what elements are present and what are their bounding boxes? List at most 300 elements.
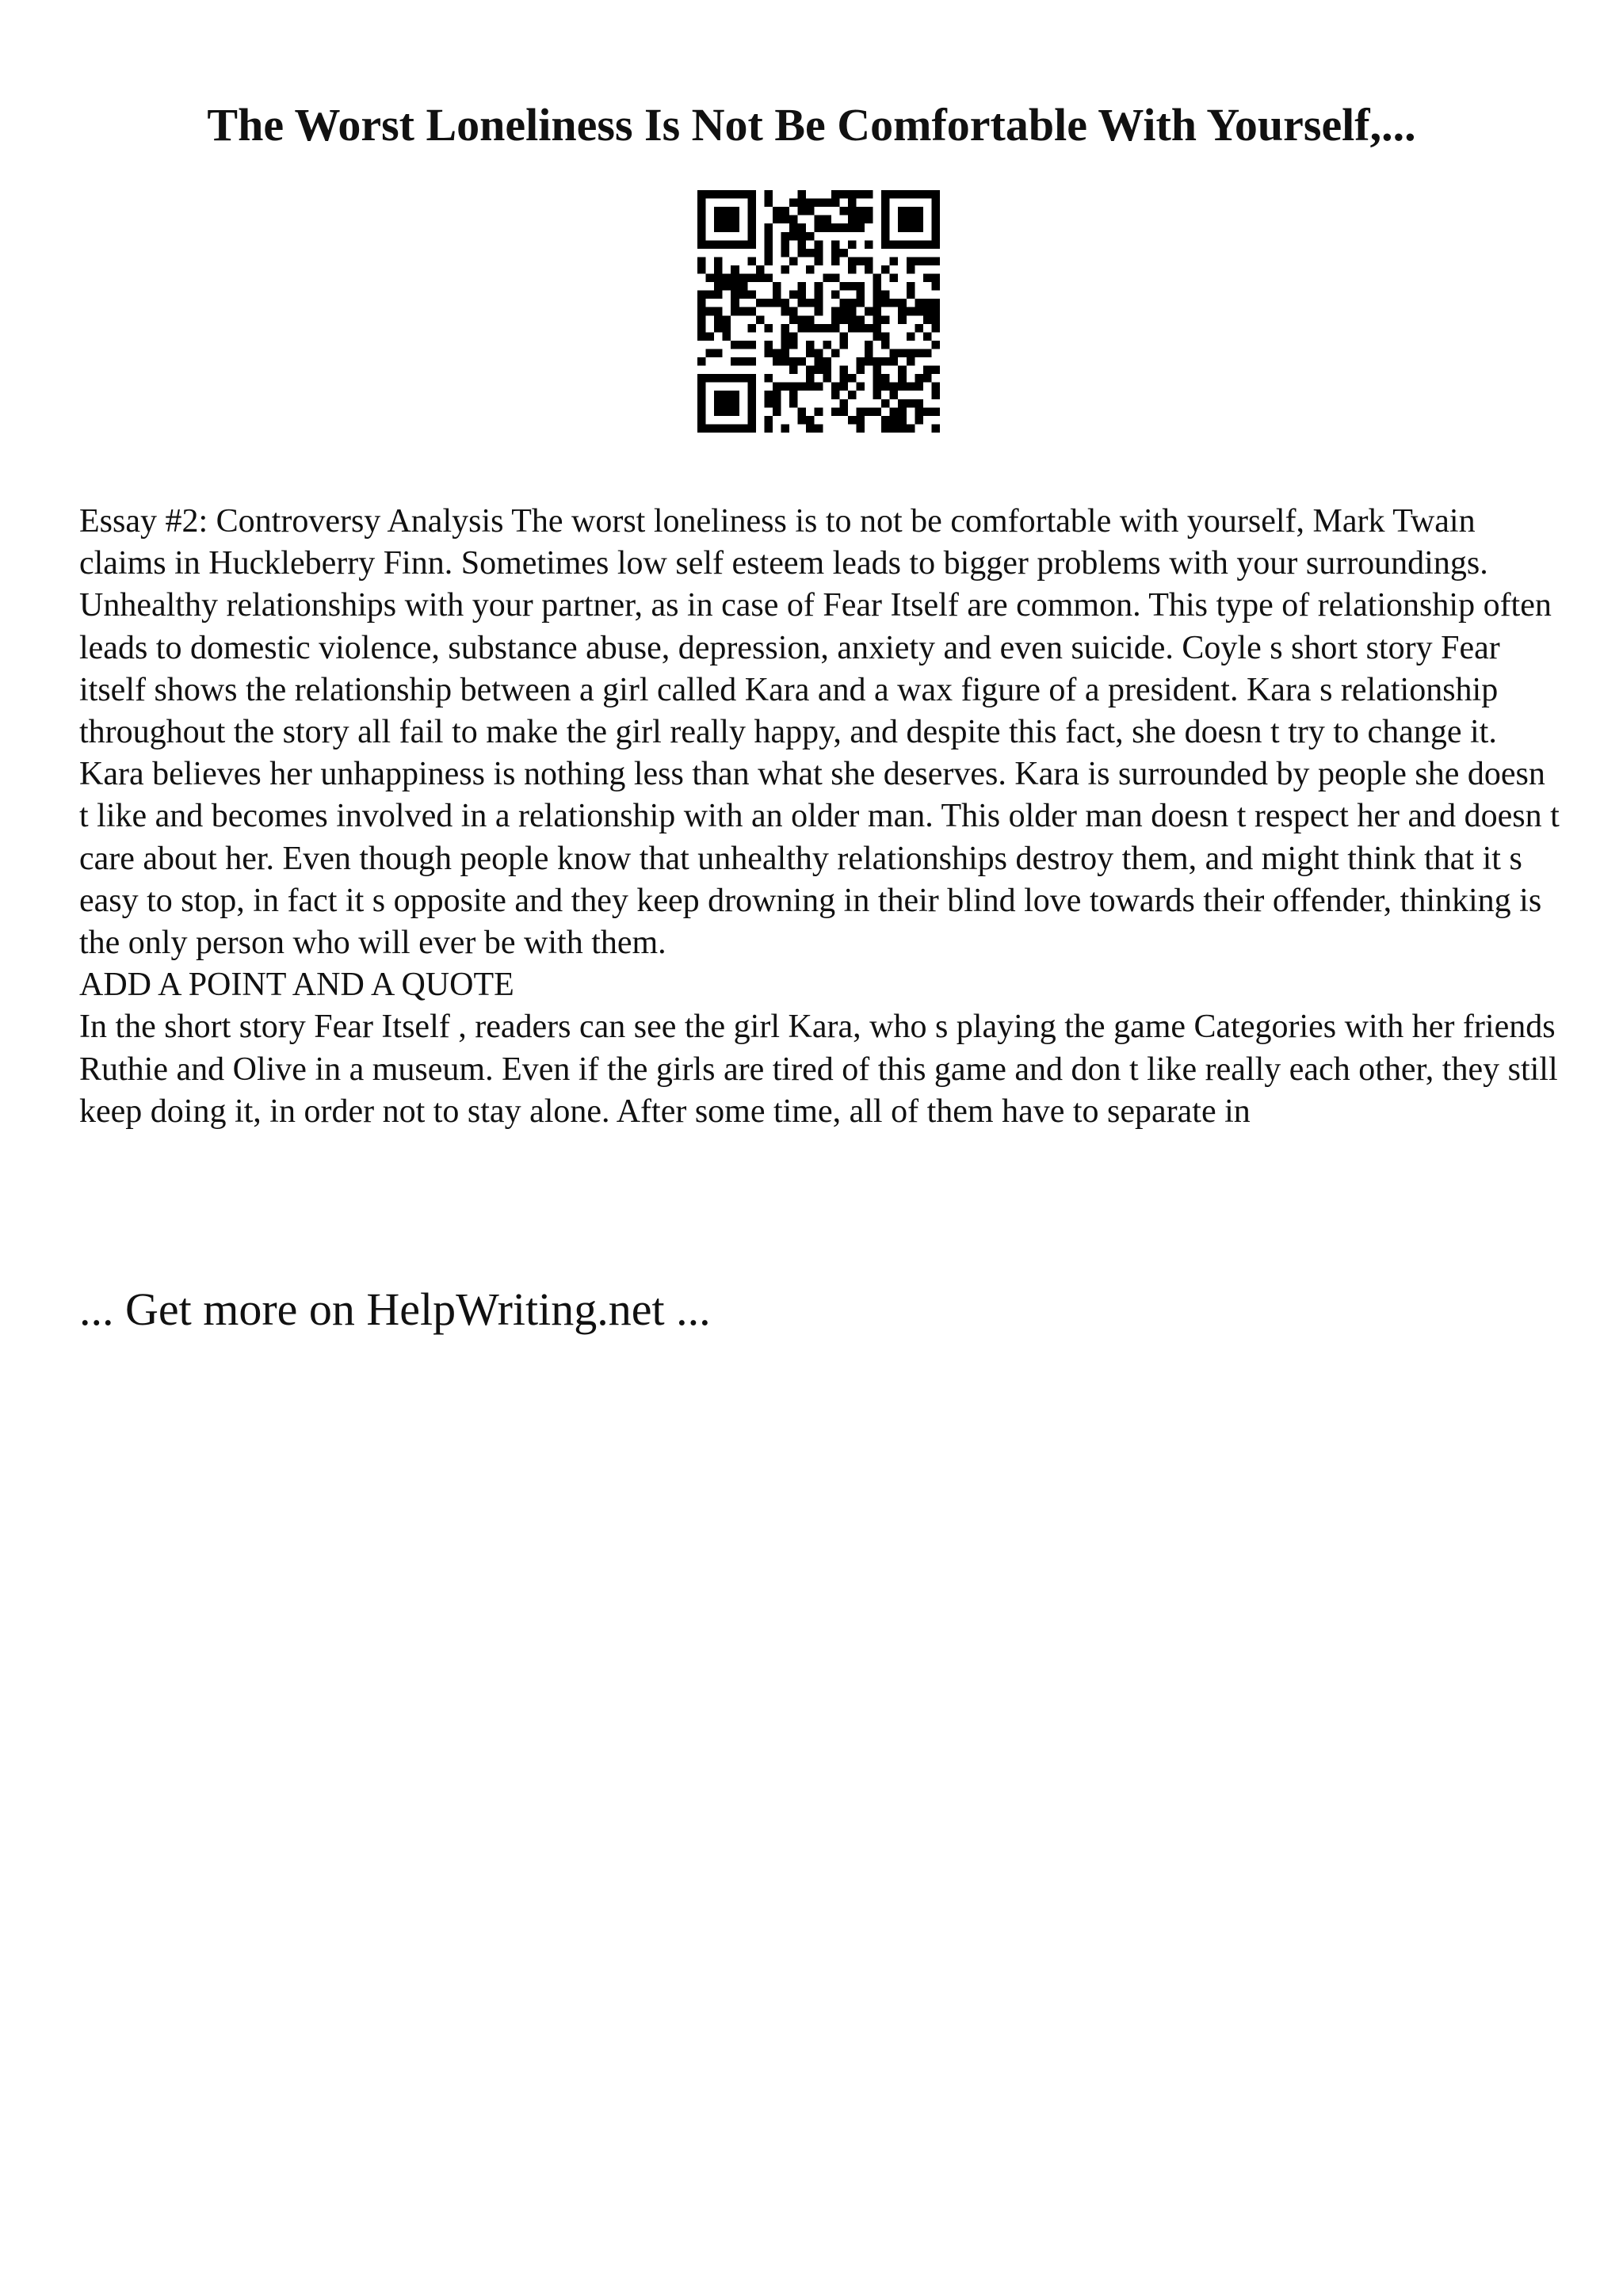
qr-module: [856, 282, 865, 291]
qr-module: [831, 190, 840, 199]
qr-module: [931, 307, 940, 316]
qr-module: [815, 407, 823, 416]
qr-module: [823, 215, 831, 224]
qr-module: [831, 291, 840, 299]
qr-module: [915, 257, 923, 265]
qr-module: [831, 274, 840, 283]
qr-module: [839, 366, 848, 375]
qr-module: [764, 324, 773, 333]
qr-module: [815, 324, 823, 333]
qr-module: [873, 299, 882, 307]
qr-module: [789, 291, 798, 299]
qr-module: [764, 391, 773, 399]
qr-module: [773, 299, 781, 307]
qr-module: [931, 315, 940, 324]
qr-module: [731, 274, 739, 283]
qr-module: [789, 232, 798, 241]
qr-module: [714, 307, 723, 316]
qr-module: [823, 223, 831, 232]
qr-module: [731, 299, 739, 307]
qr-module: [806, 299, 815, 307]
qr-module: [747, 357, 756, 366]
qr-module: [764, 424, 773, 433]
qr-module: [839, 399, 848, 408]
qr-module: [747, 324, 756, 333]
qr-module: [789, 391, 798, 399]
qr-module: [839, 190, 848, 199]
qr-module: [789, 215, 798, 224]
qr-module: [697, 357, 706, 366]
qr-module: [798, 249, 807, 257]
qr-module: [907, 399, 915, 408]
qr-module: [831, 240, 840, 249]
qr-module: [831, 307, 840, 316]
qr-module: [781, 249, 790, 257]
qr-module: [848, 265, 857, 274]
qr-module: [915, 374, 923, 383]
qr-module: [865, 357, 873, 366]
qr-module: [898, 366, 907, 375]
qr-module: [907, 257, 915, 265]
qr-module: [747, 307, 756, 316]
qr-module: [706, 291, 715, 299]
qr-module: [873, 366, 882, 375]
qr-module: [848, 299, 857, 307]
qr-module: [815, 424, 823, 433]
qr-module: [815, 257, 823, 265]
qr-module: [923, 366, 932, 375]
qr-module: [873, 357, 882, 366]
qr-module: [798, 282, 807, 291]
qr-module: [773, 291, 781, 299]
qr-module: [873, 332, 882, 341]
qr-module: [890, 349, 899, 357]
qr-module: [764, 416, 773, 425]
qr-module: [781, 265, 790, 274]
qr-module: [915, 299, 923, 307]
qr-module: [815, 240, 823, 249]
qr-module: [898, 399, 907, 408]
qr-module: [898, 299, 907, 307]
qr-module: [865, 190, 873, 199]
qr-module: [789, 257, 798, 265]
qr-module: [848, 391, 857, 399]
qr-module: [747, 291, 756, 299]
qr-module: [806, 374, 815, 383]
qr-module: [931, 383, 940, 391]
qr-module: [739, 282, 748, 291]
qr-module: [798, 299, 807, 307]
qr-module: [890, 357, 899, 366]
qr-module: [839, 307, 848, 316]
qr-module: [881, 399, 890, 408]
qr-module: [756, 315, 765, 324]
qr-module: [931, 341, 940, 349]
qr-module: [898, 424, 907, 433]
qr-module: [714, 291, 723, 299]
qr-module: [907, 307, 915, 316]
qr-module: [764, 341, 773, 349]
qr-module: [798, 416, 807, 425]
qr-module: [815, 357, 823, 366]
qr-module: [865, 307, 873, 316]
qr-module: [723, 332, 731, 341]
qr-module: [907, 424, 915, 433]
qr-module: [915, 383, 923, 391]
essay-paragraph: Essay #2: Controversy Analysis The worst loneliness is to not be comfortable with yourself, Mark Twain claims in Huckleberry Finn. Sometimes low self esteem leads to bigger problems with your surroundings. Unhealthy relationships with your partner, as in case of Fear Itself are common. This type of relationship often leads to domestic violence, substance abuse, depression, anxiety and even suicide. Coyle s short story Fear itself shows the relationship between a girl called Kara and a wax figure of a president. Kara s relationship throughout the story all fail to make the girl really happy, and despite this fact, she doesn t try to change it. Kara believes her unhappiness is nothing less than what she deserves. Kara is surrounded by people she doesn t like and becomes involved in a relationship with an older man. This older man doesn t respect her and doesn t care about her. Even though people know that unhealthy relationships destroy them, and might think that it s easy to stop, in fact it s opposite and they keep drowning in their blind love towards their offender, thinking is the only person who will ever be with them.: [79, 503, 1560, 962]
qr-module: [923, 274, 932, 283]
qr-module: [839, 407, 848, 416]
qr-module: [881, 424, 890, 433]
qr-module: [756, 299, 765, 307]
qr-module: [739, 291, 748, 299]
qr-module: [806, 341, 815, 349]
qr-module: [856, 257, 865, 265]
qr-module: [831, 249, 840, 257]
qr-module: [739, 341, 748, 349]
qr-module: [764, 274, 773, 283]
qr-module: [781, 349, 790, 357]
qr-module: [764, 240, 773, 249]
qr-module: [823, 274, 831, 283]
qr-module: [856, 366, 865, 375]
qr-module: [806, 207, 815, 215]
qr-module: [773, 407, 781, 416]
qr-module: [856, 383, 865, 391]
qr-module: [865, 324, 873, 333]
qr-module: [931, 424, 940, 433]
qr-module: [865, 240, 873, 249]
qr-module: [789, 315, 798, 324]
qr-module: [839, 383, 848, 391]
qr-module: [781, 383, 790, 391]
qr-module: [907, 357, 915, 366]
qr-module: [731, 282, 739, 291]
qr-module: [697, 332, 706, 341]
qr-module: [781, 299, 790, 307]
qr-module: [806, 383, 815, 391]
qr-module: [873, 391, 882, 399]
qr-module: [839, 249, 848, 257]
qr-module: [798, 315, 807, 324]
qr-module: [931, 366, 940, 375]
qr-module: [789, 399, 798, 408]
qr-module: [764, 249, 773, 257]
qr-module: [931, 257, 940, 265]
qr-module: [798, 357, 807, 366]
qr-module: [848, 324, 857, 333]
qr-module: [873, 324, 882, 333]
qr-module: [915, 349, 923, 357]
qr-module: [848, 207, 857, 215]
qr-module: [873, 274, 882, 283]
qr-module: [856, 291, 865, 299]
qr-module: [839, 341, 848, 349]
qr-module: [731, 357, 739, 366]
qr-module: [890, 416, 899, 425]
qr-module: [823, 366, 831, 375]
qr-module: [714, 349, 723, 357]
qr-module: [756, 265, 765, 274]
qr-module: [831, 383, 840, 391]
qr-module: [831, 349, 840, 357]
qr-module: [848, 307, 857, 316]
qr-module: [881, 265, 890, 274]
qr-module: [931, 324, 940, 333]
qr-module: [798, 207, 807, 215]
qr-module: [697, 324, 706, 333]
qr-module: [806, 265, 815, 274]
qr-module: [764, 399, 773, 408]
qr-module: [823, 357, 831, 366]
qr-module: [823, 199, 831, 208]
qr-module: [907, 383, 915, 391]
qr-module: [873, 282, 882, 291]
qr-module: [856, 416, 865, 425]
qr-module: [890, 383, 899, 391]
qr-module: [881, 299, 890, 307]
qr-module: [848, 240, 857, 249]
qr-module: [806, 366, 815, 375]
qr-module: [773, 383, 781, 391]
qr-module: [731, 291, 739, 299]
qr-module: [789, 332, 798, 341]
qr-module: [706, 274, 715, 283]
qr-module: [865, 265, 873, 274]
qr-module: [756, 274, 765, 283]
qr-module: [764, 199, 773, 208]
qr-module: [898, 407, 907, 416]
qr-module: [697, 299, 706, 307]
qr-module: [781, 232, 790, 241]
qr-module: [831, 324, 840, 333]
qr-module: [831, 407, 840, 416]
qr-module: [815, 223, 823, 232]
qr-module: [848, 374, 857, 383]
qr-module: [798, 291, 807, 299]
qr-module: [923, 332, 932, 341]
qr-module: [898, 307, 907, 316]
qr-module: [907, 349, 915, 357]
qr-module: [873, 307, 882, 316]
qr-module: [831, 257, 840, 265]
qr-module: [781, 332, 790, 341]
qr-module: [815, 366, 823, 375]
qr-module: [789, 357, 798, 366]
essay-paragraph: In the short story Fear Itself , readers can see the girl Kara, who s playing the game Categories with her friends Ruthie and Olive in a museum. Even if the girls are tired of this game and don t like really each other, they still keep doing it, in order not to stay alone. After some time, all of them have to separate in: [79, 1009, 1558, 1130]
qr-module: [931, 299, 940, 307]
qr-module: [823, 324, 831, 333]
qr-module: [890, 424, 899, 433]
qr-module: [831, 315, 840, 324]
qr-module: [915, 324, 923, 333]
qr-module: [856, 357, 865, 366]
qr-module: [839, 315, 848, 324]
qr-module: [831, 199, 840, 208]
qr-module: [856, 190, 865, 199]
qr-module: [848, 315, 857, 324]
qr-module: [806, 199, 815, 208]
qr-module: [773, 357, 781, 366]
qr-module: [856, 207, 865, 215]
qr-module: [697, 315, 706, 324]
qr-module: [798, 407, 807, 416]
qr-module: [806, 324, 815, 333]
qr-module: [881, 357, 890, 366]
qr-module: [806, 249, 815, 257]
qr-module: [781, 207, 790, 215]
qr-module: [881, 341, 890, 349]
qr-module: [848, 416, 857, 425]
qr-module: [865, 207, 873, 215]
qr-module: [881, 332, 890, 341]
qr-module: [773, 399, 781, 408]
qr-module: [789, 383, 798, 391]
qr-module: [915, 407, 923, 416]
qr-module: [898, 349, 907, 357]
qr-module: [723, 282, 731, 291]
qr-module: [806, 349, 815, 357]
qr-module: [806, 232, 815, 241]
qr-module: [848, 257, 857, 265]
qr-module: [865, 407, 873, 416]
qr-module: [731, 307, 739, 316]
qr-module: [873, 291, 882, 299]
qr-module: [839, 207, 848, 215]
qr-module: [923, 374, 932, 383]
qr-module: [839, 299, 848, 307]
qr-module: [931, 282, 940, 291]
qr-module: [747, 257, 756, 265]
qr-module: [781, 240, 790, 249]
qr-module: [881, 374, 890, 383]
qr-code-icon: [697, 190, 940, 433]
qr-module: [773, 349, 781, 357]
qr-module: [823, 341, 831, 349]
qr-module: [747, 274, 756, 283]
qr-module: [706, 349, 715, 357]
qr-module: [815, 383, 823, 391]
qr-module: [915, 416, 923, 425]
qr-module: [723, 315, 731, 324]
qr-module: [781, 341, 790, 349]
qr-module: [923, 315, 932, 324]
qr-module: [739, 307, 748, 316]
qr-module: [764, 257, 773, 265]
qr-module: [714, 282, 723, 291]
qr-module: [856, 215, 865, 224]
qr-module: [781, 324, 790, 333]
qr-module: [865, 341, 873, 349]
qr-module: [697, 257, 706, 265]
qr-module: [856, 424, 865, 433]
qr-module: [714, 257, 723, 265]
qr-module: [764, 299, 773, 307]
qr-module: [798, 232, 807, 241]
qr-module: [781, 215, 790, 224]
qr-module: [856, 223, 865, 232]
qr-module: [881, 416, 890, 425]
qr-module: [839, 332, 848, 341]
qr-module: [789, 366, 798, 375]
qr-module: [890, 299, 899, 307]
qr-module: [907, 291, 915, 299]
qr-module: [873, 383, 882, 391]
qr-module: [806, 315, 815, 324]
qr-module: [923, 257, 932, 265]
qr-module: [839, 282, 848, 291]
qr-module: [865, 215, 873, 224]
qr-module: [739, 357, 748, 366]
qr-module: [881, 315, 890, 324]
qr-module: [739, 274, 748, 283]
qr-module: [873, 315, 882, 324]
qr-module: [856, 407, 865, 416]
qr-module: [907, 282, 915, 291]
qr-module: [907, 332, 915, 341]
qr-module: [856, 299, 865, 307]
qr-module: [923, 299, 932, 307]
qr-module: [789, 199, 798, 208]
qr-module: [789, 307, 798, 316]
qr-module: [848, 223, 857, 232]
qr-module: [789, 223, 798, 232]
qr-module: [848, 199, 857, 208]
qr-module: [856, 315, 865, 324]
essay-body: [79, 501, 1561, 1133]
more-link[interactable]: ... Get more on HelpWriting.net ...: [79, 1283, 711, 1335]
qr-module: [915, 307, 923, 316]
qr-module: [798, 240, 807, 249]
qr-module: [873, 374, 882, 383]
essay-paragraph: ADD A POINT AND A QUOTE: [79, 967, 514, 1004]
qr-module: [798, 383, 807, 391]
qr-module: [923, 407, 932, 416]
qr-module: [915, 399, 923, 408]
qr-module: [931, 274, 940, 283]
qr-module: [723, 274, 731, 283]
qr-module: [815, 291, 823, 299]
qr-module: [714, 324, 723, 333]
qr-module: [890, 407, 899, 416]
qr-module: [865, 349, 873, 357]
qr-module: [714, 265, 723, 274]
qr-module: [764, 190, 773, 199]
qr-module: [848, 215, 857, 224]
qr-module: [831, 223, 840, 232]
qr-module: [890, 257, 899, 265]
qr-module: [931, 407, 940, 416]
qr-module: [815, 199, 823, 208]
qr-module: [764, 374, 773, 383]
qr-module: [781, 307, 790, 316]
document-title: The Worst Loneliness Is Not Be Comfortable With Yourself,...: [207, 99, 1416, 151]
qr-module: [865, 257, 873, 265]
qr-module: [773, 282, 781, 291]
qr-module: [697, 307, 706, 316]
qr-module: [747, 341, 756, 349]
qr-module: [806, 416, 815, 425]
qr-module: [815, 282, 823, 291]
qr-module: [781, 357, 790, 366]
qr-module: [831, 391, 840, 399]
qr-module: [873, 407, 882, 416]
qr-module: [815, 299, 823, 307]
qr-module: [773, 391, 781, 399]
qr-module: [823, 374, 831, 383]
qr-module: [907, 265, 915, 274]
qr-module: [697, 265, 706, 274]
